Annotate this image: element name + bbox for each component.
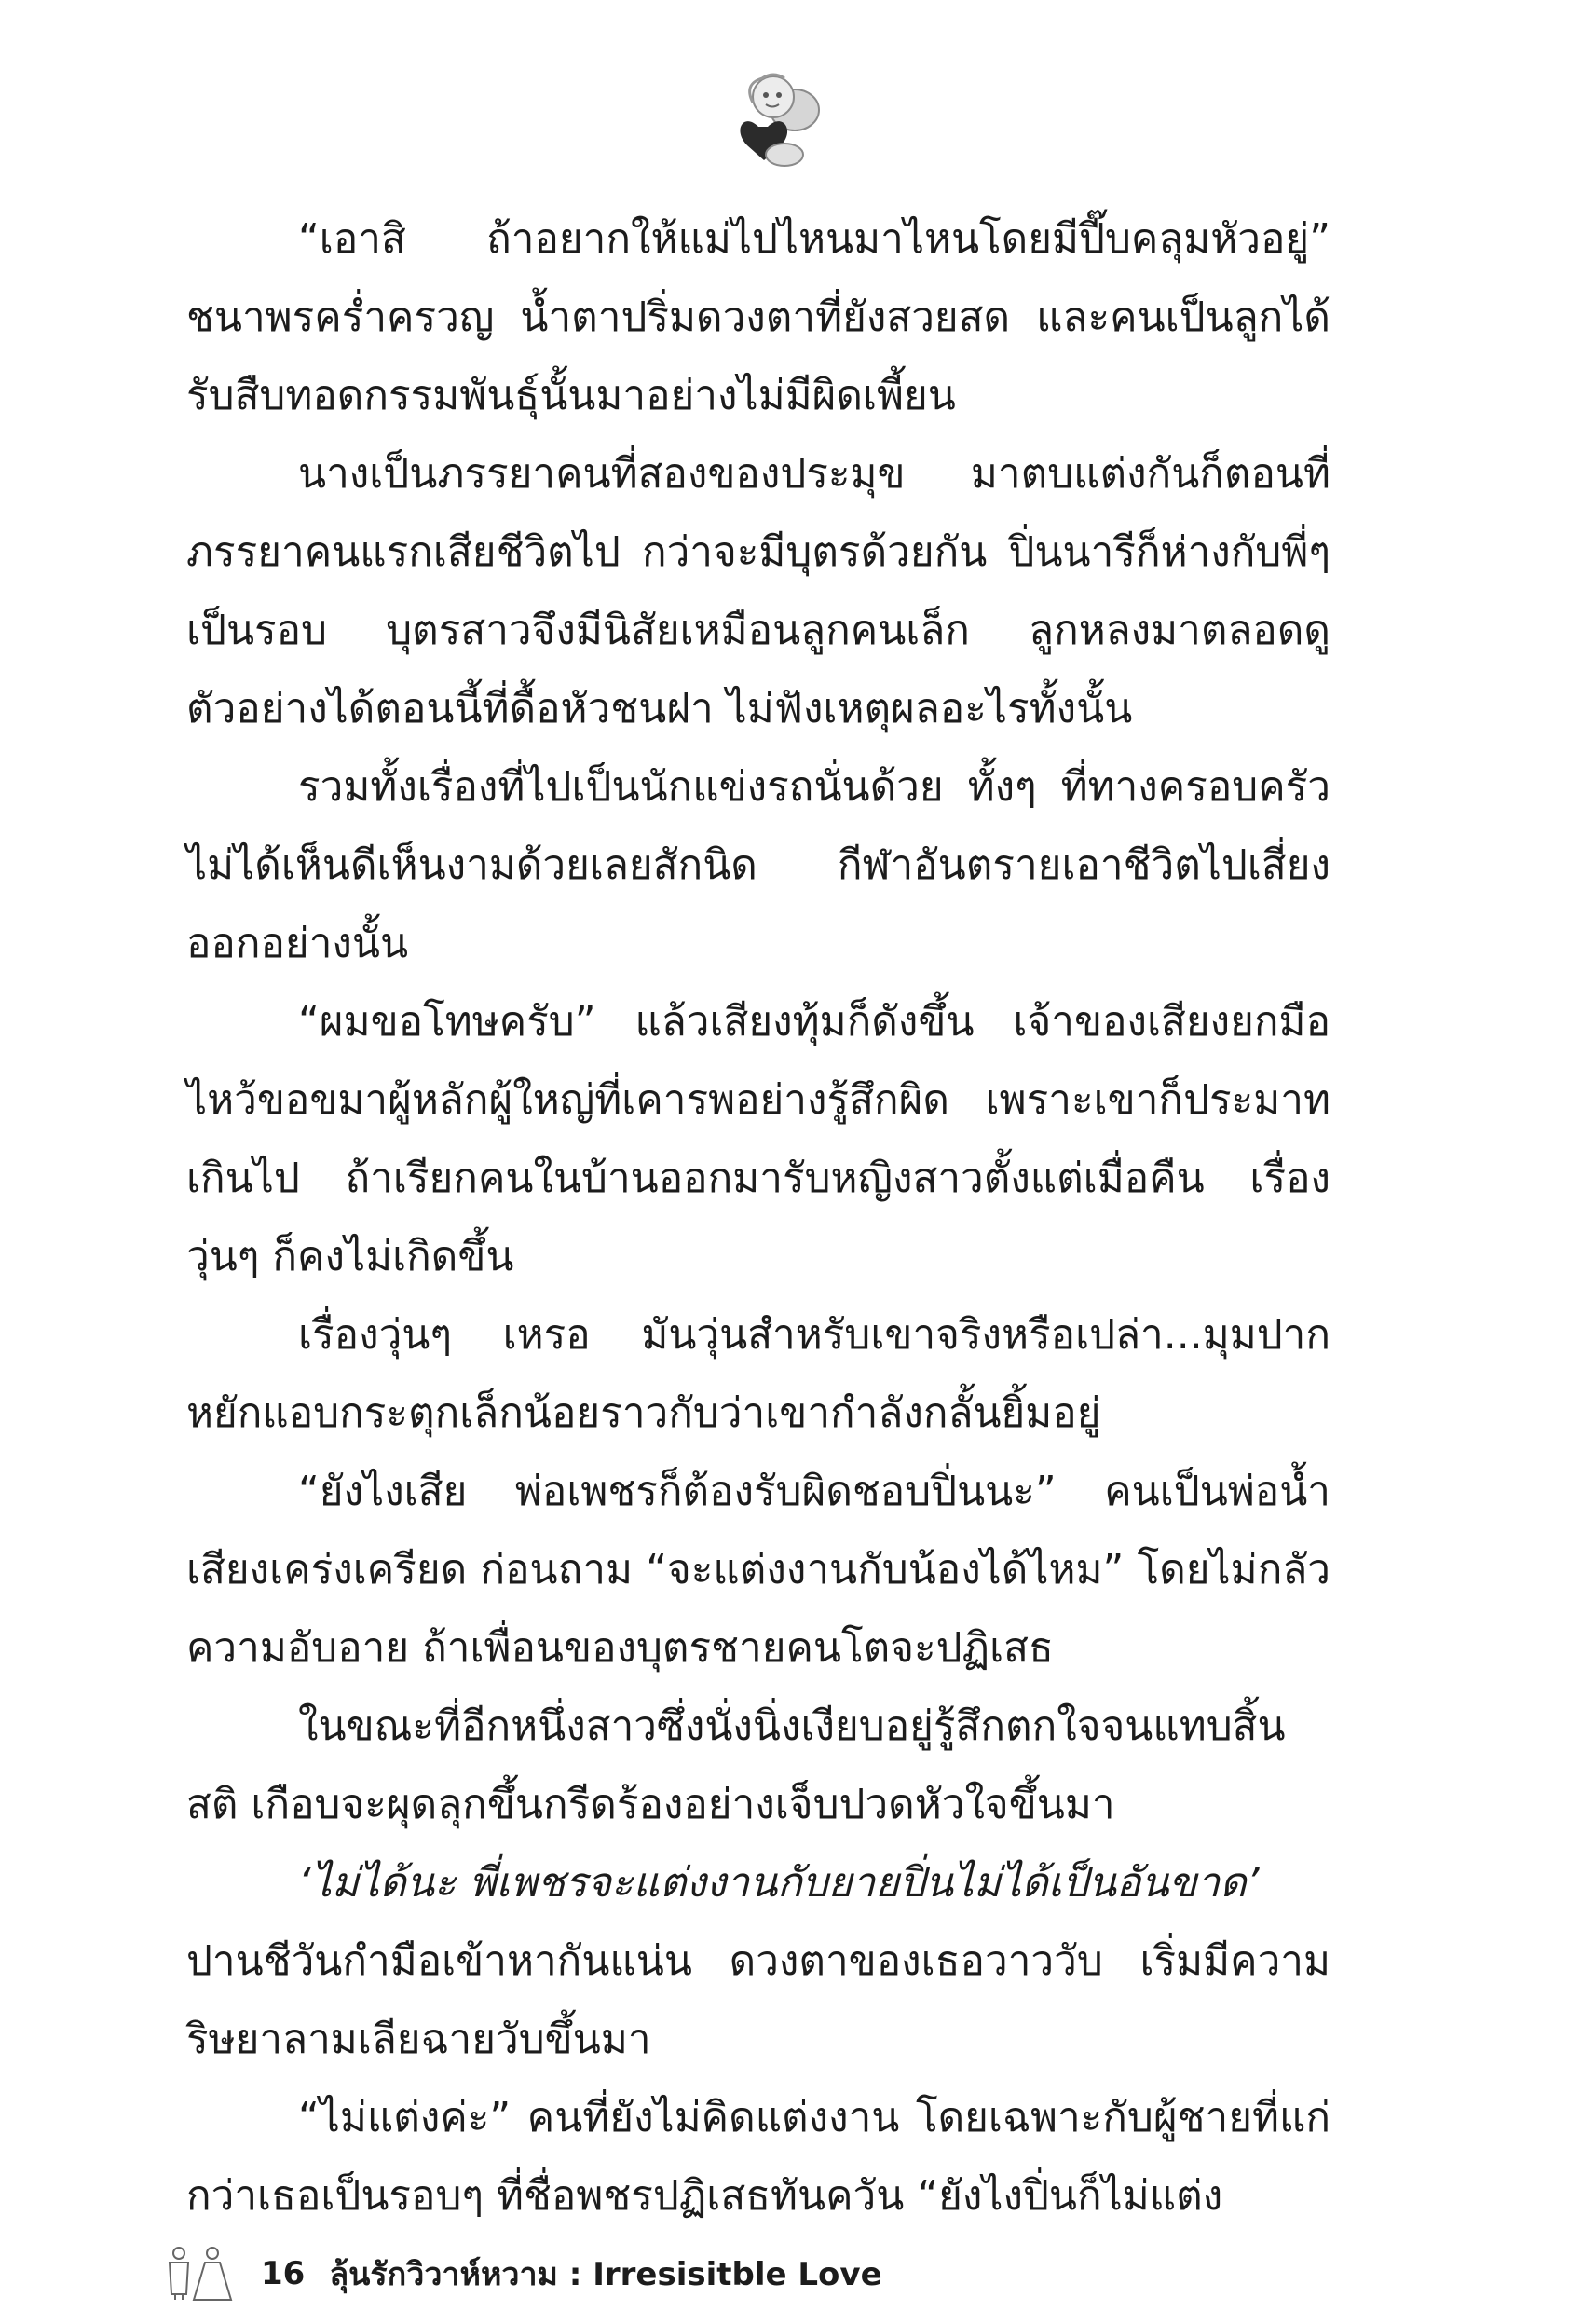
paragraph-4: “ผมขอโทษครับ” แล้วเสียงทุ้มก็ดังขึ้น เจ้าของเสียงยกมือไหว้ขอขมาผู้หลักผู้ใหญ่ที่เคารพอย่างรู้สึกผิด เพราะเขาก็ประมาทเกินไป ถ้าเรียกคนในบ้านออกมารับหญิงสาวตั้งแต่เมื่อคืน เรื่องวุ่นๆ ก็คงไม่เกิดขึ้น: [186, 998, 1330, 1280]
paragraph-8-thought: ‘ไม่ได้นะ พี่เพชรจะแต่งงานกับยายปิ่นไม่ได้เป็นอันขาด’: [298, 1859, 1260, 1907]
paragraph-2: นางเป็นภรรยาคนที่สองของประมุข มาตบแต่งกันก็ตอนที่ภรรยาคนแรกเสียชีวิตไป กว่าจะมีบุตรด้วยกัน ปิ่นนารีก็ห่างกับพี่ๆ เป็นรอบ บุตรสาวจึงมีนิสัยเหมือนลูกคนเล็ก ลูกหลงมาตลอดดูตัวอย่างได้ตอนนี้ที่ดื้อหัวชนฝา ไม่ฟังเหตุผลอะไรทั้งนั้น: [186, 450, 1330, 732]
book-title: ลุ้นรักวิวาห์หวาม : Irresisitble Love: [329, 2256, 882, 2293]
cupid-holding-heart-icon: [706, 65, 837, 177]
paragraph-7: ในขณะที่อีกหนึ่งสาวซึ่งนั่งนิ่งเงียบอยู่รู้สึกตกใจจนแทบสิ้นสติ เกือบจะผุดลุกขึ้นกรีดร้องอย่างเจ็บปวดหัวใจขึ้นมา: [186, 1702, 1286, 1828]
page-footer: [158, 2246, 882, 2302]
paragraph-10: “ไม่แต่งค่ะ” คนที่ยังไม่คิดแต่งงาน โดยเฉพาะกับผู้ชายที่แก่กว่าเธอเป็นรอบๆ ที่ชื่อพชรปฏิเสธทันควัน “ยังไงปิ่นก็ไม่แต่ง: [186, 2094, 1330, 2220]
body-text: [186, 200, 1330, 2236]
bride-and-groom-icon: [158, 2246, 237, 2302]
page-number: 16: [261, 2255, 306, 2292]
paragraph-6: “ยังไงเสีย พ่อเพชรก็ต้องรับผิดชอบปิ่นนะ” คนเป็นพ่อน้ำเสียงเคร่งเครียด ก่อนถาม “จะแต่งงานกับน้องได้ไหม” โดยไม่กลัวความอับอาย ถ้าเพื่อนของบุตรชายคนโตจะปฏิเสธ: [186, 1468, 1330, 1672]
paragraph-1: “เอาสิ ถ้าอยากให้แม่ไปไหนมาไหนโดยมีปี๊บคลุมหัวอยู่” ชนาพรคร่ำครวญ น้ำตาปริ่มดวงตาที่ยังสวยสด และคนเป็นลูกได้รับสืบทอดกรรมพันธุ์นั้นมาอย่างไม่มีผิดเพี้ยน: [186, 215, 1330, 419]
paragraph-9: ปานชีวันกำมือเข้าหากันแน่น ดวงตาของเธอวาววับ เริ่มมีความริษยาลามเลียฉายวับขึ้นมา: [186, 1937, 1330, 2063]
paragraph-3: รวมทั้งเรื่องที่ไปเป็นนักแข่งรถนั่นด้วย ทั้งๆ ที่ทางครอบครัวไม่ได้เห็นดีเห็นงามด้วยเลยสักนิด กีฬาอันตรายเอาชีวิตไปเสี่ยงออกอย่างนั้น: [186, 763, 1330, 967]
paragraph-5: เรื่องวุ่นๆ เหรอ มันวุ่นสำหรับเขาจริงหรือเปล่า...มุมปากหยักแอบกระตุกเล็กน้อยราวกับว่าเขากำลังกลั้นยิ้มอยู่: [186, 1311, 1330, 1437]
